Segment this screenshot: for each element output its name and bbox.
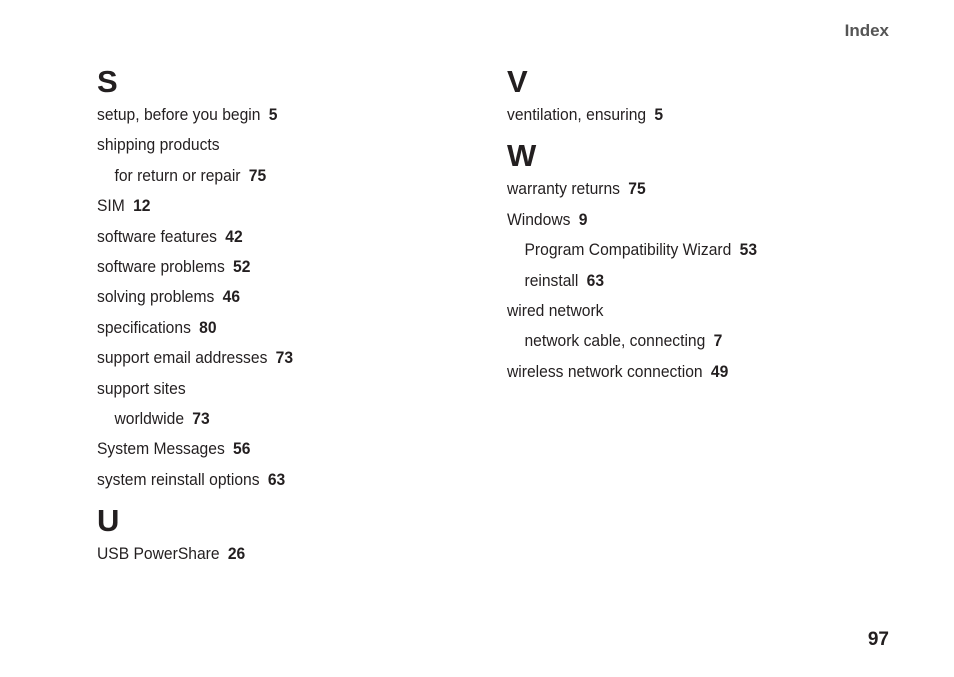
index-page-ref[interactable]: 5 [654,105,664,124]
index-entry [97,313,447,343]
index-term: setup, before you begin [97,105,261,124]
index-term: for return or repair [114,165,241,185]
index-page-ref[interactable]: 49 [710,361,729,381]
index-entry [507,296,875,326]
section-spacer [97,495,477,503]
index-page-ref[interactable]: 46 [222,287,241,307]
index-entry [507,205,875,235]
index-page-ref[interactable]: 52 [233,256,251,276]
index-page-ref[interactable]: 56 [233,439,251,459]
section-spacer [507,130,907,138]
index-entry [97,252,447,282]
index-term: wired network [507,300,604,320]
index-term: software problems [97,256,225,276]
index-entry [507,174,875,204]
index-page-ref[interactable]: 63 [267,469,286,489]
index-page-ref[interactable]: 9 [578,209,588,229]
index-entry [97,465,447,495]
index-term: Program Compatibility Wizard [524,240,732,260]
index-term: system reinstall options [97,469,260,489]
index-subentry [507,266,875,296]
running-header: Index [844,21,889,40]
index-entry [97,130,447,160]
index-term: support email addresses [97,348,268,368]
index-page-ref[interactable]: 12 [133,196,151,216]
index-term: Windows [507,209,571,229]
index-entry [97,343,447,373]
index-term: support sites [97,378,186,398]
index-section-letter: W [507,138,537,174]
index-page-ref[interactable]: 7 [713,331,723,351]
index-column-right [507,64,907,387]
index-term: ventilation, ensuring [507,105,647,124]
index-term: wireless network connection [507,361,703,381]
index-term: solving problems [97,287,215,307]
index-entry [97,100,447,130]
index-subentry [507,326,875,356]
index-column-left [97,64,477,569]
index-subentry [97,404,447,434]
index-term: specifications [97,317,191,337]
index-subentry [507,235,875,265]
index-page-ref[interactable]: 63 [586,270,605,290]
index-page-ref[interactable]: 75 [248,165,267,185]
index-entry [97,539,447,569]
index-entry [97,222,447,252]
index-term: USB PowerShare [97,544,220,564]
index-entry [507,100,875,130]
index-term: SIM [97,196,125,216]
index-entry [97,434,447,464]
index-section-letter: S [97,64,118,99]
index-term: network cable, connecting [524,331,706,351]
index-term: System Messages [97,439,225,459]
index-term: worldwide [114,408,185,428]
index-page-ref[interactable]: 73 [192,408,210,428]
index-term: software features [97,226,217,246]
index-term: warranty returns [507,179,621,199]
index-entry [507,357,875,387]
index-page-ref[interactable]: 75 [628,179,646,199]
index-entry [97,282,447,312]
index-page-ref[interactable]: 53 [739,240,758,260]
index-page-ref[interactable]: 42 [225,226,243,246]
index-page-ref[interactable]: 26 [227,544,246,564]
index-page-ref[interactable]: 5 [268,105,278,124]
index-term: shipping products [97,135,220,155]
index-section-letter: U [97,503,120,539]
index-page-ref[interactable]: 73 [275,348,294,368]
index-entry [97,374,447,404]
index-subentry [97,161,447,191]
page-number: 97 [867,629,889,650]
index-term: reinstall [524,270,579,290]
index-entry [97,191,447,221]
index-section-letter: V [507,64,528,99]
index-page-ref[interactable]: 80 [199,317,217,337]
